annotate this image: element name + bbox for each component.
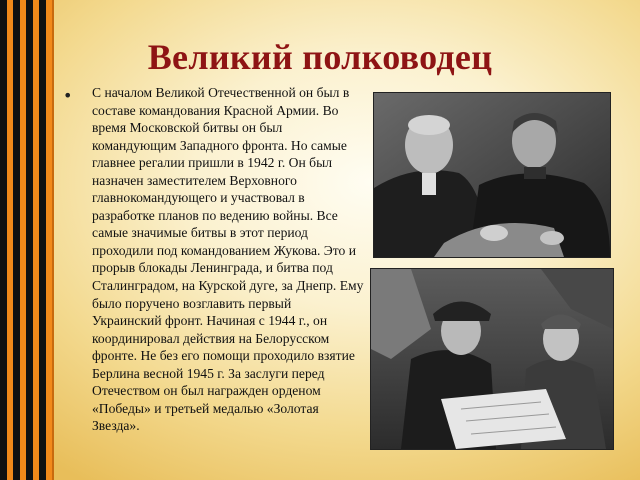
photo-two-officers-at-table <box>373 92 611 258</box>
bullet-marker: • <box>63 86 73 105</box>
bullet-text: С началом Великой Отечественной он был в составе командования Красной Армии. Во время Московской битвы он был командующим Западного фронта. Но самые главнее регалии пришли в 1942 г. Он был назначен заместителем Верховного главнокомандующего и участвовал в разработке планов по ведению войны. Все самые значимые битвы в этот период проходили под командованием Жукова. Это и прорыв блокады Ленинграда, и битва под Сталинградом, на Курской дуге, за Днепр. Ему было поручено возглавить первый Украинский фронт. Начиная с 1944 г., он координировал действия на Белорусском фронте. Не без его помощи проходило взятие Берлина весной 1945 г. За заслуги перед Отечеством он был награжден орденом «Победы» и третьей медалью «Золотая Звезда». <box>92 85 364 434</box>
slide-title: Великий полководец <box>147 37 493 77</box>
st-george-ribbon <box>0 0 54 480</box>
photo-officers-with-map <box>370 268 614 450</box>
